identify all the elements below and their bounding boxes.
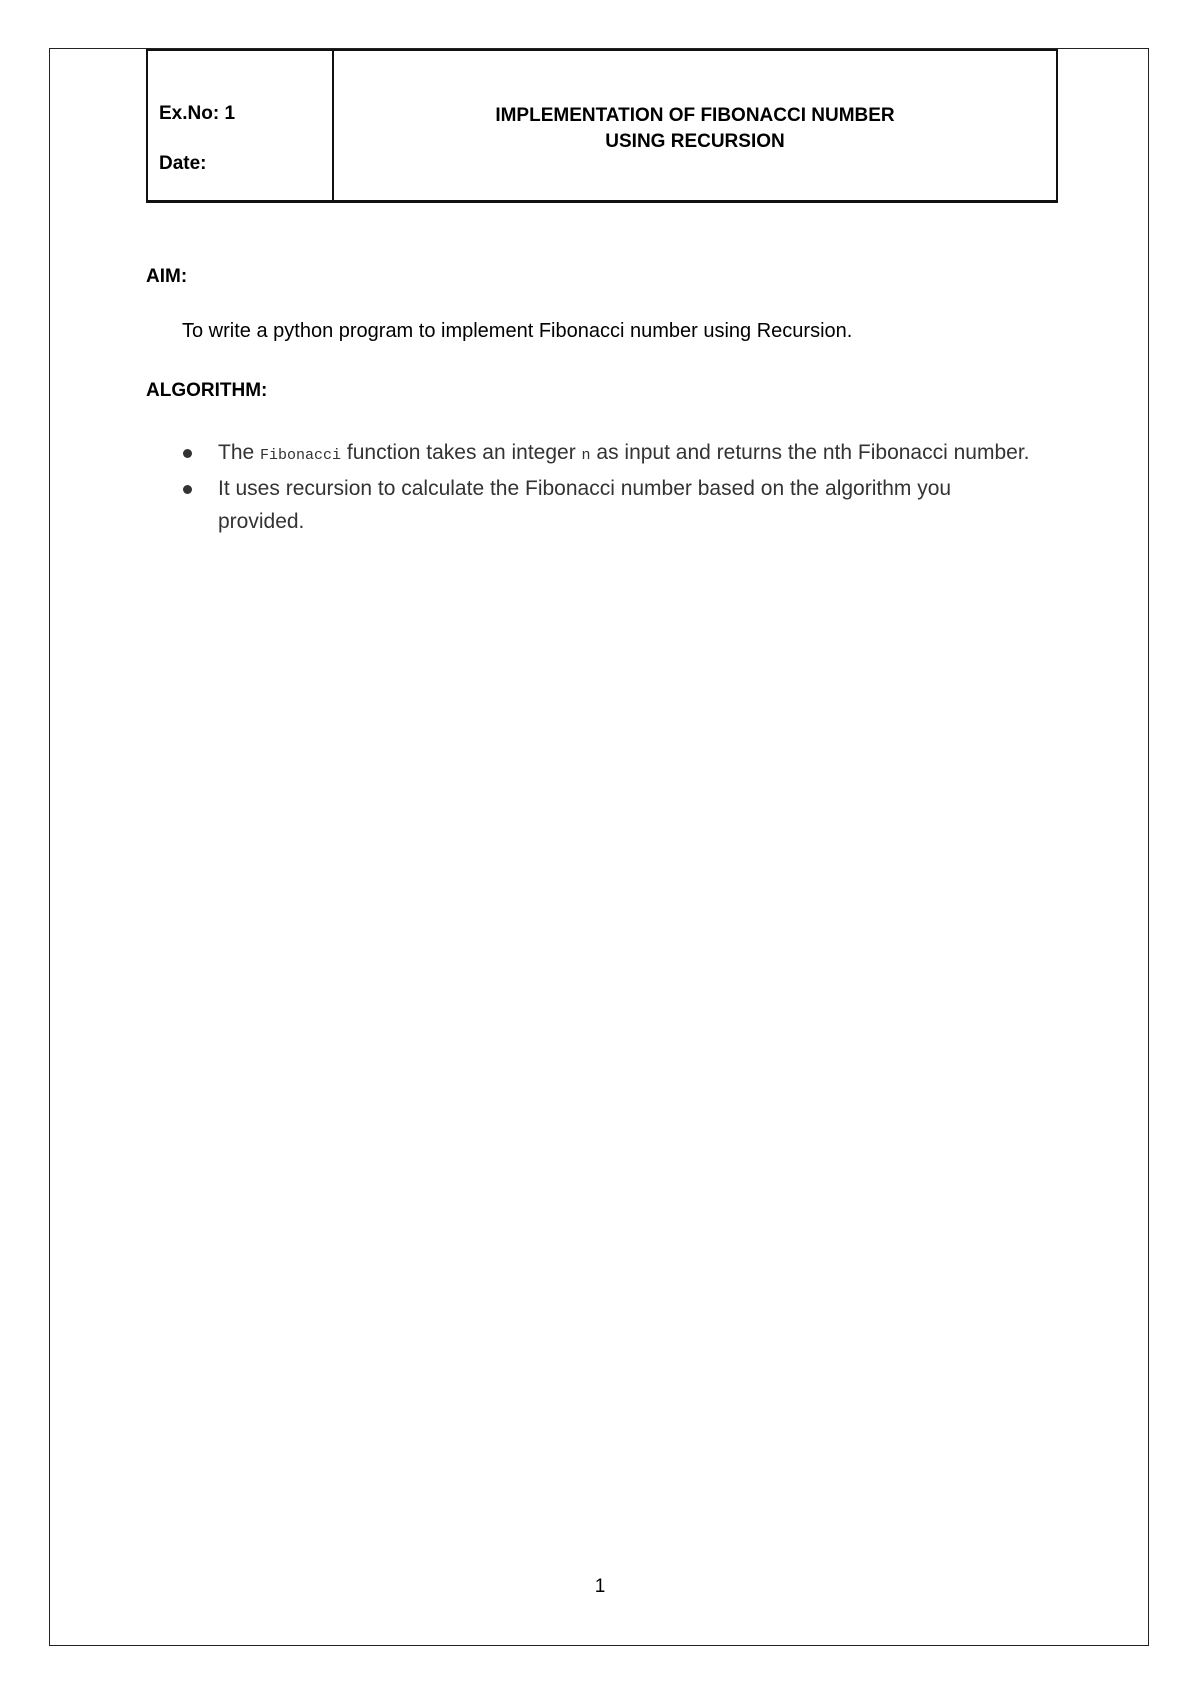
- item-text: The: [218, 441, 261, 464]
- list-item: [180, 436, 1040, 472]
- bullet-icon: [183, 449, 192, 458]
- header-table: [146, 49, 1058, 203]
- date-label: Date:: [159, 153, 207, 174]
- inline-code: Fibonacci: [260, 447, 342, 464]
- inline-code: n: [581, 447, 591, 464]
- item-text: function takes an integer: [341, 441, 582, 464]
- exercise-info-cell: [148, 51, 334, 200]
- exercise-number: Ex.No: 1: [159, 103, 236, 124]
- title-line-2: USING RECURSION: [605, 131, 785, 152]
- page-number: 1: [594, 1576, 606, 1597]
- bullet-icon: [183, 485, 192, 494]
- document-title: [334, 103, 1056, 155]
- item-text: as input and returns the nth Fibonacci number.: [590, 441, 1030, 464]
- list-item: [180, 472, 1040, 538]
- title-cell: [334, 51, 1056, 200]
- aim-heading: AIM:: [146, 266, 188, 287]
- aim-text: To write a python program to implement Fibonacci number using Recursion.: [182, 320, 853, 342]
- item-text: It uses recursion to calculate the Fibonacci number based on the algorithm you provided.: [218, 477, 952, 533]
- page-border: [49, 48, 1149, 1646]
- algorithm-heading: ALGORITHM:: [146, 380, 268, 401]
- algorithm-list: [180, 436, 1040, 538]
- title-line-1: IMPLEMENTATION OF FIBONACCI NUMBER: [495, 105, 895, 126]
